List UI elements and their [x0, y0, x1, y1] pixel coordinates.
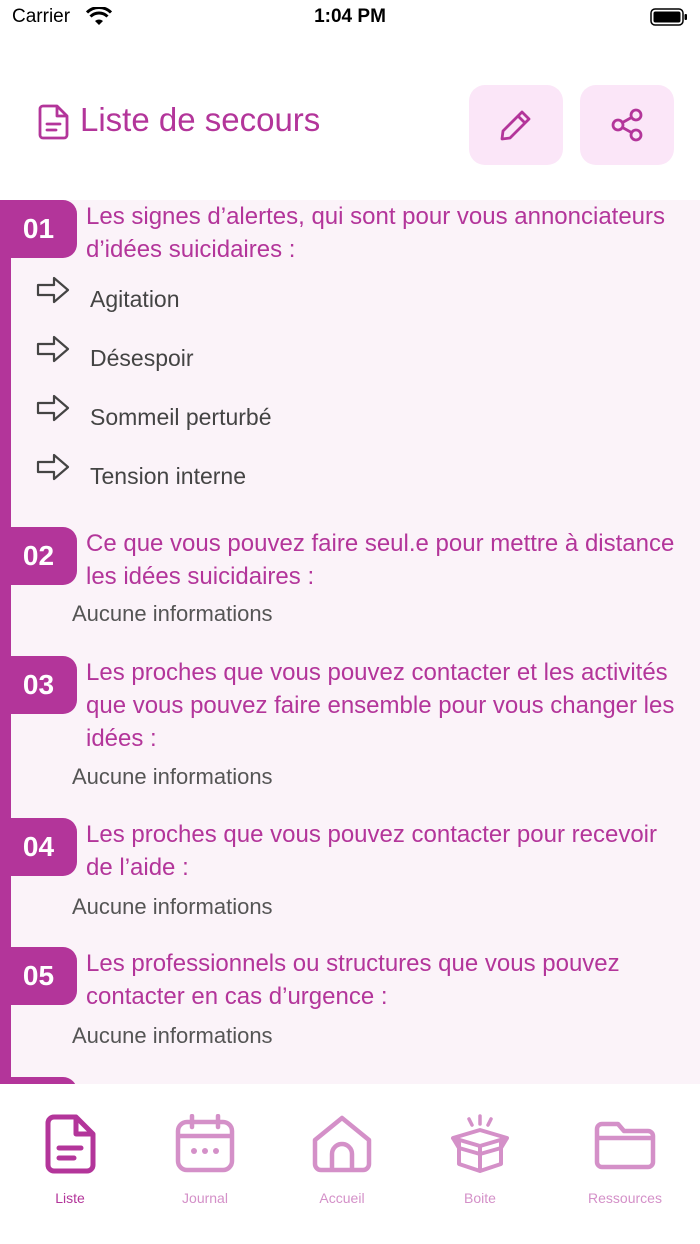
list-item-label: Tension interne	[90, 463, 246, 489]
tab-label: Ressources	[588, 1190, 662, 1206]
list-item	[36, 335, 636, 375]
tab-label: Accueil	[319, 1190, 365, 1206]
header	[0, 80, 700, 170]
section-title: Les proches que vous pouvez contacter et les activités que vous pouvez faire ensemble pour vous changer les idées :	[86, 659, 675, 752]
section-number-badge: 03	[0, 656, 77, 714]
section-number-badge: 04	[0, 818, 77, 876]
tab-boite[interactable]	[430, 1114, 530, 1224]
empty-text: Aucune informations	[72, 601, 273, 626]
empty-text: Aucune informations	[72, 1023, 273, 1048]
carrier-label: Carrier	[12, 6, 71, 27]
list-item-label: Sommeil perturbé	[90, 404, 272, 430]
list-item	[36, 276, 636, 316]
section-title: Les proches que vous pouvez contacter pour recevoir de l’aide :	[86, 821, 657, 881]
section-title: Les signes d’alertes, qui sont pour vous annonciateurs d’idées suicidaires :	[86, 203, 666, 263]
tab-ressources[interactable]	[570, 1114, 680, 1224]
tab-bar	[0, 1084, 700, 1244]
tab-label: Liste	[55, 1190, 85, 1206]
home-icon	[311, 1114, 373, 1174]
section-number-badge: 05	[0, 947, 77, 1005]
tab-liste[interactable]	[20, 1114, 120, 1224]
arrow-right-icon	[36, 276, 70, 304]
share-button[interactable]	[580, 85, 674, 165]
tab-label: Journal	[182, 1190, 228, 1206]
calendar-icon	[175, 1114, 235, 1174]
clock: 1:04 PM	[314, 6, 386, 27]
list-item-label: Désespoir	[90, 345, 194, 371]
empty-text: Aucune informations	[72, 894, 273, 919]
share-icon	[609, 107, 645, 143]
document-icon	[38, 104, 70, 140]
section-number-badge	[0, 1077, 77, 1084]
list-item	[36, 394, 636, 434]
tab-journal[interactable]	[155, 1114, 255, 1224]
tab-label: Boite	[464, 1190, 496, 1206]
section-number-badge: 02	[0, 527, 77, 585]
list-item-label: Agitation	[90, 286, 180, 312]
arrow-right-icon	[36, 394, 70, 422]
section-title: Ce que vous pouvez faire seul.e pour mettre à distance les idées suicidaires :	[86, 530, 675, 590]
tab-accueil[interactable]	[292, 1114, 392, 1224]
empty-text: Aucune informations	[72, 764, 273, 789]
folder-icon	[594, 1114, 656, 1174]
section-number-badge: 01	[0, 200, 77, 258]
arrow-right-icon	[36, 453, 70, 481]
pencil-icon	[498, 107, 534, 143]
status-bar	[0, 0, 700, 40]
box-icon	[449, 1114, 511, 1174]
list-item	[36, 453, 636, 493]
document-icon	[44, 1114, 96, 1174]
content-scroll[interactable]	[0, 200, 700, 1084]
edit-button[interactable]	[469, 85, 563, 165]
section-title: Les professionnels ou structures que vous pouvez contacter en cas d’urgence :	[86, 950, 620, 1010]
arrow-right-icon	[36, 335, 70, 363]
battery-icon	[650, 8, 688, 26]
page-title: Liste de secours	[80, 101, 321, 138]
